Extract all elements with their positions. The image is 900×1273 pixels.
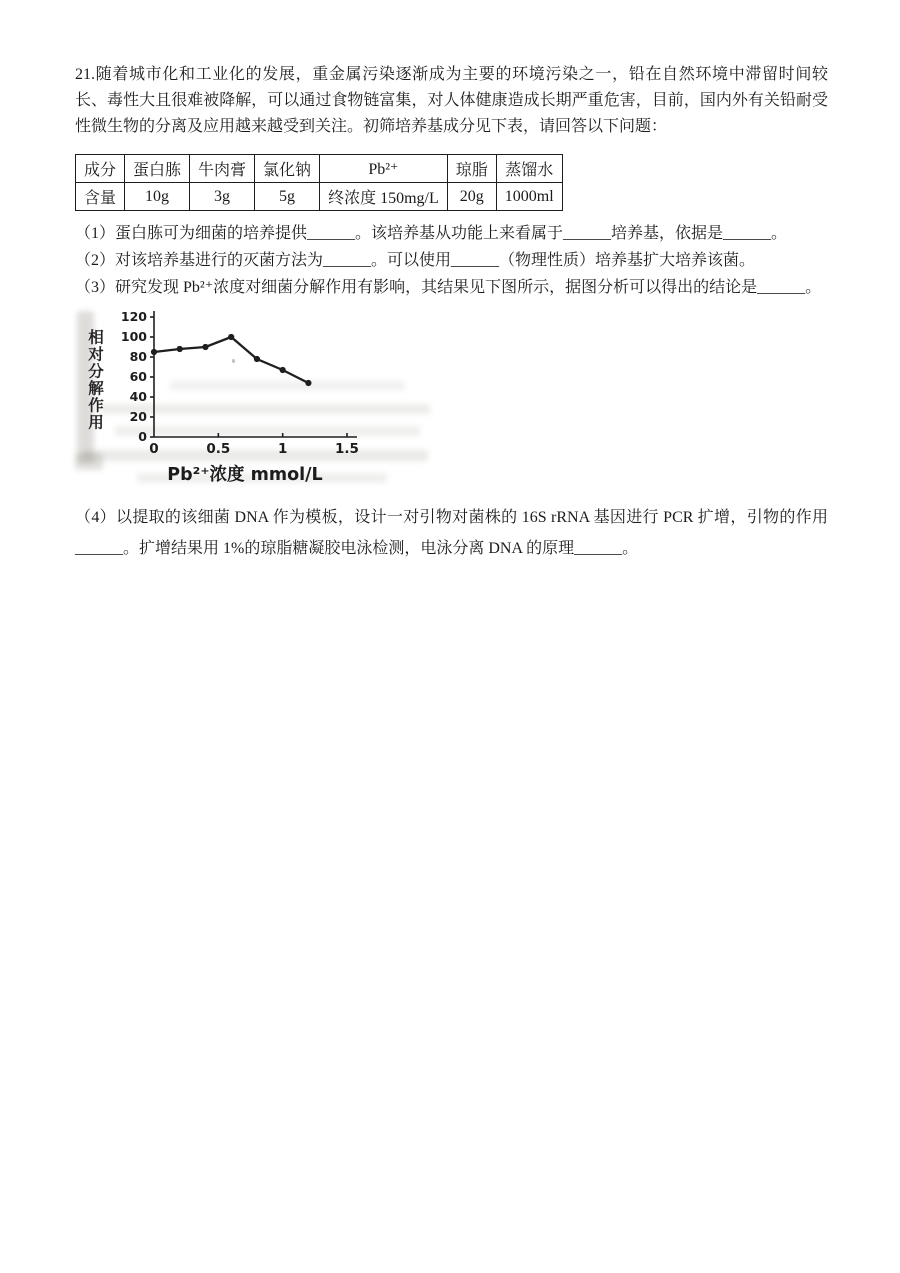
svg-text:40: 40 (129, 389, 147, 404)
table-header-cell: 成分 (76, 155, 125, 183)
question-part-2: （2）对该培养基进行的灭菌方法为______。可以使用______（物理性质）培养基扩大培养该菌。 (75, 252, 756, 269)
svg-text:120: 120 (120, 309, 147, 324)
svg-text:100: 100 (120, 329, 147, 344)
table-header-cell: 蛋白胨 (125, 155, 190, 183)
table-cell: 含量 (76, 183, 125, 211)
table-cell: 20g (447, 183, 496, 211)
table-header-cell: Pb²⁺ (320, 155, 448, 183)
table-header-cell: 琼脂 (447, 155, 496, 183)
scan-smudge (75, 453, 103, 470)
table-cell: 1000ml (496, 183, 562, 211)
question-21-block (75, 62, 828, 564)
svg-text:1: 1 (277, 441, 288, 457)
table-header-cell: 氯化钠 (255, 155, 320, 183)
medium-composition-table (75, 154, 563, 211)
question-intro: 21.随着城市化和工业化的发展，重金属污染逐渐成为主要的环境污染之一，铅在自然环境中滞留时间较长、毒性大且很难被降解，可以通过食物链富集，对人体健康造成长期严重危害，目前，国内外有关铅耐受性微生物的分离及应用越来越受到关注。初筛培养基成分见下表，请回答以下问题： (75, 66, 828, 135)
table-cell: 终浓度 150mg/L (320, 183, 448, 211)
svg-text:0: 0 (149, 441, 159, 457)
svg-text:60: 60 (129, 369, 147, 384)
svg-text:80: 80 (129, 349, 147, 364)
table-header-cell: 蒸馏水 (496, 155, 562, 183)
question-part-4: （4）以提取的该细菌 DNA 作为模板，设计一对引物对菌株的 16S rRNA 基因进行 PCR 扩增，引物的作用______。扩增结果用 1%的琼脂糖凝胶电泳检测，电泳分离 DNA 的原理______。 (75, 509, 828, 557)
chart-plot (109, 303, 419, 465)
svg-text:0: 0 (138, 429, 147, 444)
chart-y-axis-label: 相对分解作用 (86, 329, 103, 431)
chart-x-axis-label: Pb²⁺浓度 mmol/L (167, 465, 323, 485)
table-row (76, 183, 563, 211)
table-cell: 10g (125, 183, 190, 211)
table-header-cell: 牛肉膏 (190, 155, 255, 183)
svg-text:0.5: 0.5 (206, 441, 231, 457)
pb-effect-chart (75, 303, 505, 495)
table-cell: 5g (255, 183, 320, 211)
question-part-3: （3）研究发现 Pb²⁺浓度对细菌分解作用有影响，其结果见下图所示，据图分析可以得出的结论是______。 (75, 279, 822, 296)
svg-text:20: 20 (129, 409, 147, 424)
svg-text:1.5: 1.5 (335, 441, 359, 457)
table-cell: 3g (190, 183, 255, 211)
table-header-row (76, 155, 563, 183)
question-part-1: （1）蛋白胨可为细菌的培养提供______。该培养基从功能上来看属于______培养基，依据是______。 (75, 225, 788, 242)
